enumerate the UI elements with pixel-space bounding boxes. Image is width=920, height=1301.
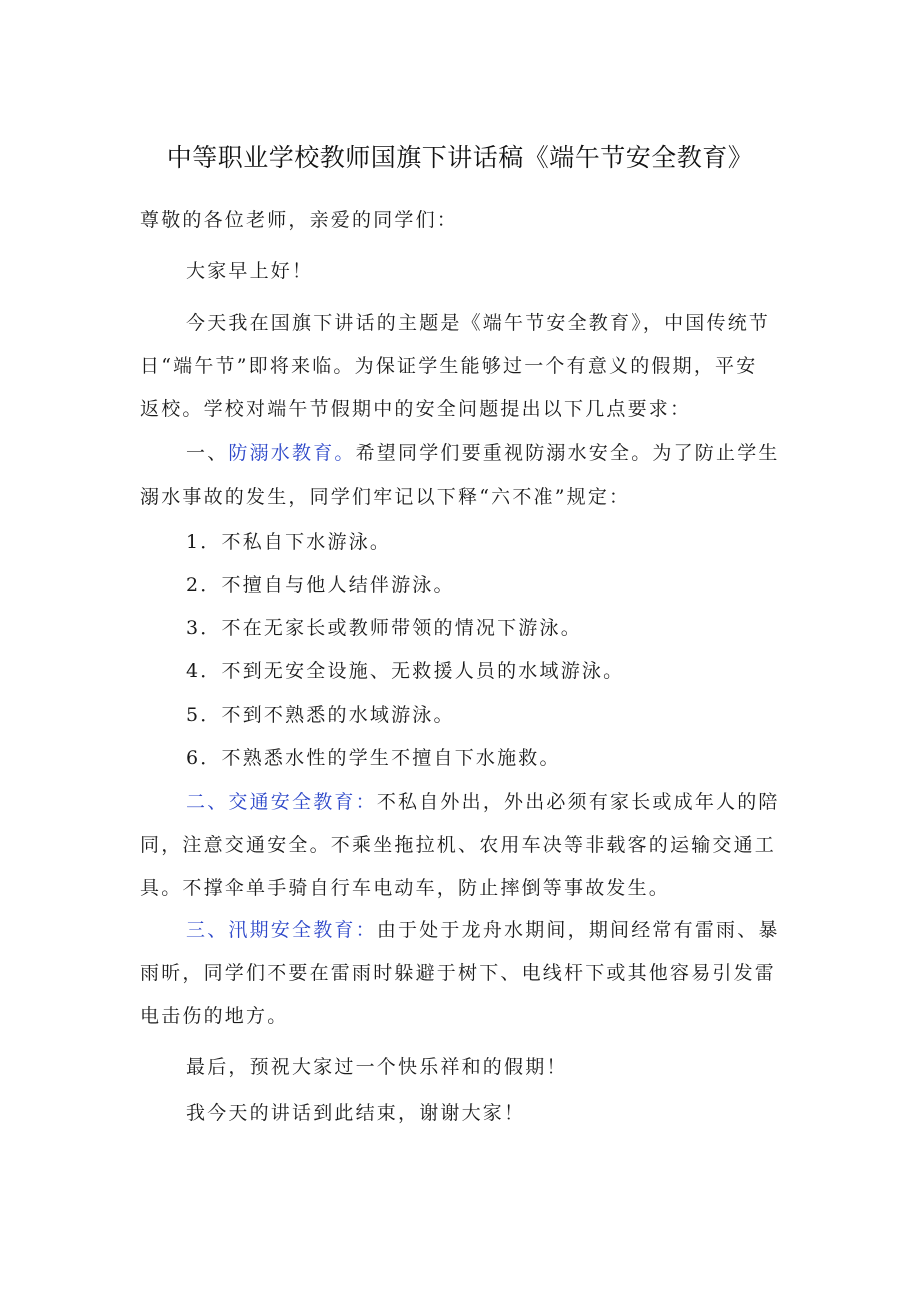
intro-line: 日“端午节”即将来临。为保证学生能够过一个有意义的假期，平安 bbox=[140, 355, 758, 377]
section1-prefix: 一、 bbox=[186, 442, 229, 464]
rule-item: 5．不到不熟悉的水域游泳。 bbox=[186, 704, 455, 726]
section3-heading: 三、汛期安全教育： bbox=[186, 919, 377, 941]
rule-item: 6．不熟悉水性的学生不擅自下水施救。 bbox=[186, 747, 561, 769]
section3-line3: 电击伤的地方。 bbox=[140, 1005, 289, 1027]
section2-line2: 同，注意交通安全。不乘坐拖拉机、农用车决等非载客的运输交通工 bbox=[140, 834, 777, 856]
intro-line: 返校。学校对端午节假期中的安全问题提出以下几点要求： bbox=[140, 398, 692, 420]
section2-heading: 二、交通安全教育： bbox=[186, 791, 377, 813]
greeting: 大家早上好！ bbox=[186, 260, 314, 282]
section2-line1 bbox=[186, 787, 780, 817]
section1-text: 希望同学们要重视防溺水安全。为了防止学生 bbox=[355, 442, 780, 464]
section3-line1 bbox=[186, 915, 780, 945]
document-title: 中等职业学校教师国旗下讲话稿《端午节安全教育》 bbox=[166, 143, 754, 172]
salutation: 尊敬的各位老师，亲爱的同学们： bbox=[140, 209, 459, 231]
section1-line1 bbox=[186, 438, 780, 468]
section1-line2: 溺水事故的发生，同学们牢记以下释“六不准”规定： bbox=[140, 486, 631, 508]
rule-item: 4．不到无安全设施、无救援人员的水域游泳。 bbox=[186, 660, 625, 682]
rule-item: 3．不在无家长或教师带领的情况下游泳。 bbox=[186, 617, 582, 639]
section3-line2: 雨昕，同学们不要在雷雨时躲避于树下、电线杆下或其他容易引发雷 bbox=[140, 962, 777, 984]
rule-item: 2．不擅自与他人结伴游泳。 bbox=[186, 574, 455, 596]
closing-line: 最后，预祝大家过一个快乐祥和的假期！ bbox=[186, 1056, 568, 1078]
intro-line: 今天我在国旗下讲话的主题是《端午节安全教育》，中国传统节 bbox=[186, 312, 771, 334]
section2-line3: 具。不撑伞单手骑自行车电动车，防止摔倒等事故发生。 bbox=[140, 877, 671, 899]
closing-line: 我今天的讲话到此结束，谢谢大家！ bbox=[186, 1102, 526, 1124]
section3-text: 由于处于龙舟水期间，期间经常有雷雨、暴 bbox=[376, 919, 780, 941]
section1-heading: 防溺水教育。 bbox=[228, 442, 356, 464]
rule-item: 1．不私自下水游泳。 bbox=[186, 531, 392, 553]
section2-text: 不私自外出，外出必须有家长或成年人的陪 bbox=[376, 791, 780, 813]
